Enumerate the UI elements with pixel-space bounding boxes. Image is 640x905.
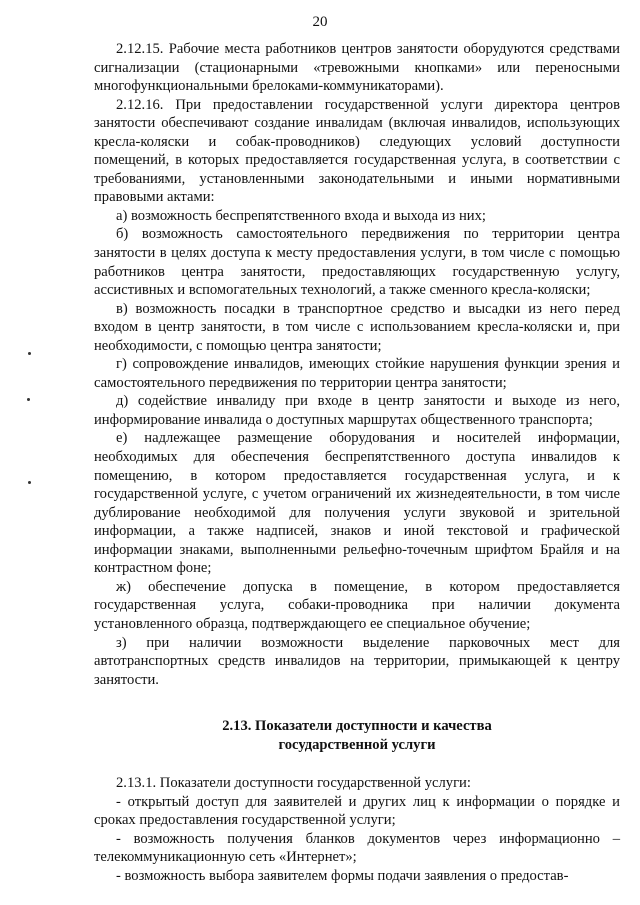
paragraph-2-12-15: 2.12.15. Рабочие места работников центров занятости оборудуются средствами сигнализации (стационарными «тревожными кнопками» или переносными многофункциональными брелоками-коммуникаторами). [94, 41, 620, 95]
list-item-d: д) содействие инвалиду при входе в центр занятости и выходе из него, информирование инвалида о доступных маршрутах общественного транспорта; [94, 393, 620, 428]
scan-speck [27, 398, 30, 401]
bullet-choice-of-form: - возможность выбора заявителем формы подачи заявления о предостав- [116, 867, 569, 884]
bullet-open-access: - открытый доступ для заявителей и других лиц к информации о порядке и сроках предоставления государственной услуги; [94, 793, 620, 829]
scan-speck [28, 352, 31, 355]
section-heading [94, 717, 620, 754]
document-body [94, 40, 620, 886]
list-item-v: в) возможность посадки в транспортное средство и высадки из него перед входом в центр занятости, в том числе с использованием кресла-коляски и, при необходимости, с помощью центра занятости; [94, 300, 620, 354]
paragraph-2-13-1: 2.13.1. Показатели доступности государственной услуги: [116, 775, 471, 792]
section-heading-line-2: государственной услуги [278, 736, 436, 753]
page-number: 20 [312, 14, 328, 30]
list-item-e: е) надлежащее размещение оборудования и носителей информации, необходимых для обеспечения беспрепятственного доступа инвалидов к помещению, в котором предоставляется государственная услуга, и к государственной услуге, с учетом ограничений их жизнедеятельности, в том числе дублирование необходимой для получения услуги звуковой и зрительной информации, а также надписей, знаков и иной текстовой и графической информации знаками, выполненными рельефно-точечным шрифтом Брайля и на контрастном фоне; [94, 430, 620, 577]
list-item-a: а) возможность беспрепятственного входа и выхода из них; [116, 207, 486, 224]
section-heading-line-1: 2.13. Показатели доступности и качества [222, 718, 492, 735]
list-item-g: г) сопровождение инвалидов, имеющих стойкие нарушения функции зрения и самостоятельного передвижения по территории центра занятости; [94, 356, 620, 391]
scan-speck [28, 481, 31, 484]
bullet-forms-internet: - возможность получения бланков документов через информационно – телекоммуникационную сеть «Интернет»; [94, 830, 620, 866]
paragraph-2-12-16: 2.12.16. При предоставлении государственной услуги директора центров занятости обеспечивают создание инвалидам (включая инвалидов, использующих кресла-коляски и собак-проводников) следующих условий доступности помещений, в которых предоставляется государственная услуга, в соответствии с требованиями, установленными законодательными и иными нормативными правовыми актами: [94, 96, 620, 206]
list-item-b: б) возможность самостоятельного передвижения по территории центра занятости в целях доступа к месту предоставления услуги, в том числе с помощью работников центра занятости, предоставляющих государственную услугу, ассистивных и вспомогательных технологий, а также сменного кресла-коляски; [94, 226, 620, 299]
list-item-zh: ж) обеспечение допуска в помещение, в котором предоставляется государственная услуга, собаки-проводника при наличии документа установленного образца, подтверждающего ее специальное обучение; [94, 578, 620, 632]
list-item-z: з) при наличии возможности выделение парковочных мест для автотранспортных средств инвалидов на территории, примыкающей к центру занятости. [94, 634, 620, 688]
